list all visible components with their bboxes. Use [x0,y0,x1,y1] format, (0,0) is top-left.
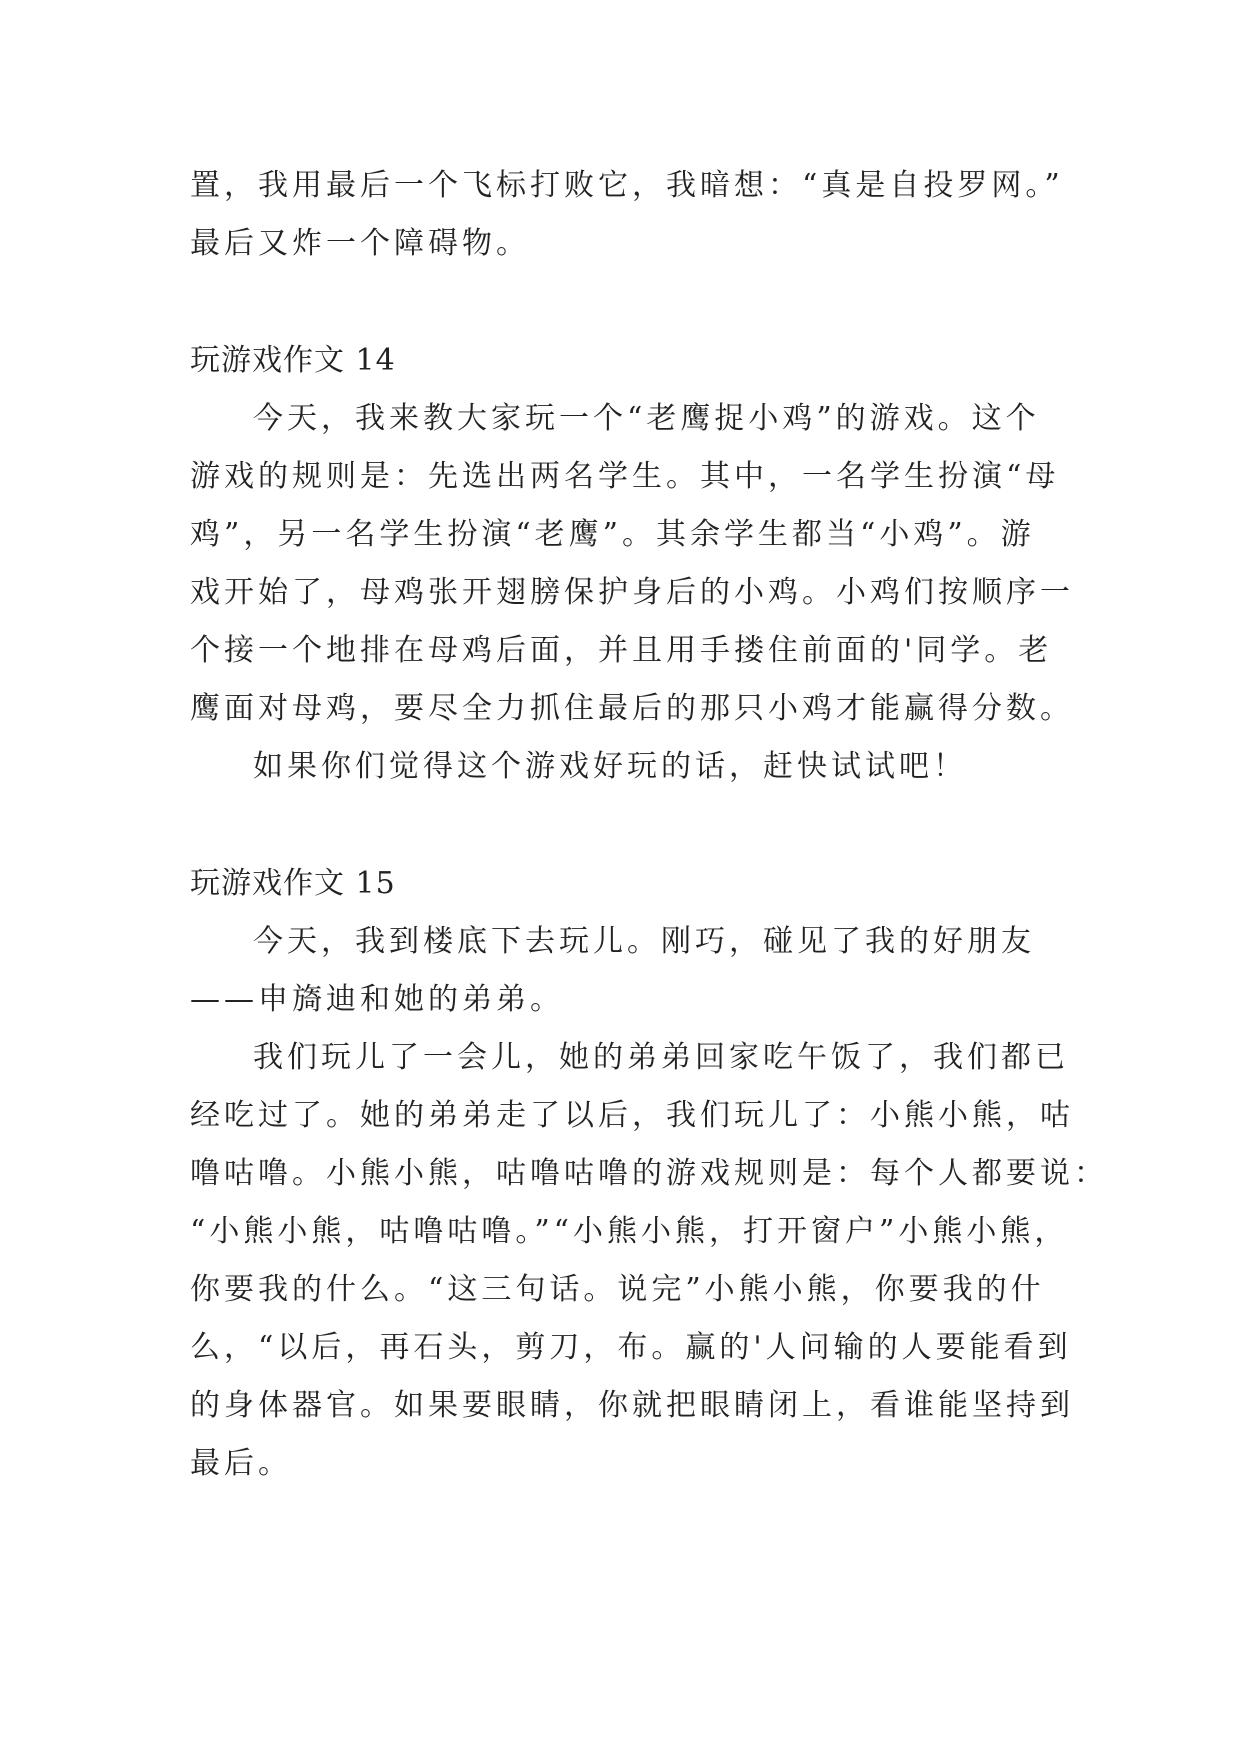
section-heading-14: 玩游戏作文 14 [190,343,396,378]
section-heading-15: 玩游戏作文 15 [190,866,396,901]
paragraph-line: 我们玩儿了一会儿，她的弟弟回家吃午饭了，我们都已 [253,1040,1069,1075]
paragraph-line: 今天，我来教大家玩一个“老鹰捉小鸡”的游戏。这个 [253,401,1040,436]
intro-line: 置，我用最后一个飞标打败它，我暗想：“真是自投罗网。” [190,168,1064,203]
paragraph-line: 的身体器官。如果要眼睛，你就把眼睛闭上，看谁能坚持到 [190,1388,1074,1423]
intro-line: 最后又炸一个障碍物。 [190,226,530,261]
paragraph-line: 个接一个地排在母鸡后面，并且用手搂住前面的'同学。老 [190,633,1053,668]
paragraph-line: 戏开始了，母鸡张开翅膀保护身后的小鸡。小鸡们按顺序一 [190,575,1074,610]
paragraph-line: 游戏的规则是：先选出两名学生。其中，一名学生扮演“母 [190,459,1060,494]
paragraph-line: 最后。 [190,1446,292,1481]
paragraph-line: “小熊小熊，咕噜咕噜。”“小熊小熊，打开窗户”小熊小熊， [190,1214,1069,1249]
paragraph-line: 经吃过了。她的弟弟走了以后，我们玩儿了：小熊小熊，咕 [190,1098,1074,1133]
paragraph-line: 鹰面对母鸡，要尽全力抓住最后的那只小鸡才能赢得分数。 [190,691,1074,726]
paragraph-line: ——申旖迪和她的弟弟。 [190,982,564,1017]
paragraph-line: 今天，我到楼底下去玩儿。刚巧，碰见了我的好朋友 [253,924,1035,959]
paragraph-line: 噜咕噜。小熊小熊，咕噜咕噜的游戏规则是：每个人都要说： [190,1156,1108,1191]
paragraph-line: 鸡”，另一名学生扮演“老鹰”。其余学生都当“小鸡”。游 [190,517,1035,552]
paragraph-line: 么，“以后，再石头，剪刀，布。赢的'人问输的人要能看到 [190,1330,1072,1365]
paragraph-line: 你要我的什么。“这三句话。说完”小熊小熊，你要我的什 [190,1272,1045,1307]
paragraph-line: 如果你们觉得这个游戏好玩的话，赶快试试吧！ [253,749,967,784]
